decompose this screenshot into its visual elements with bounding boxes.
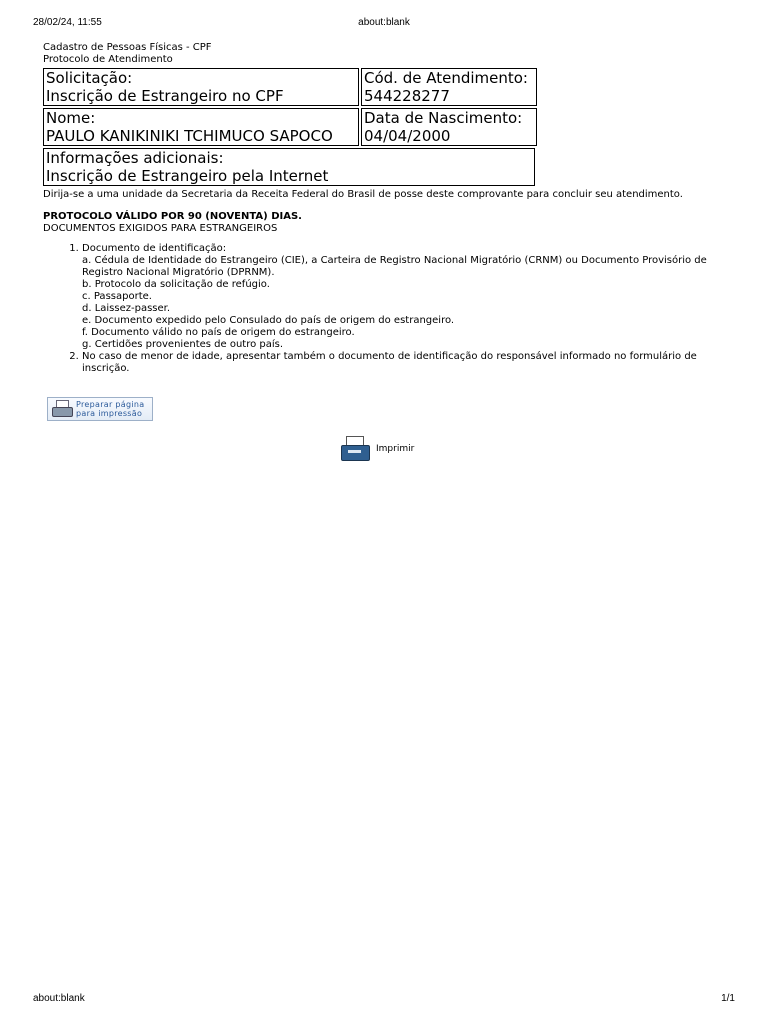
docs-sub-e: e. Documento expedido pelo Consulado do país de origem do estrangeiro. [82,315,455,326]
prepare-print-label [76,400,144,418]
nome-value: PAULO KANIKINIKI TCHIMUCO SAPOCO [46,127,333,145]
data-nascimento-label: Data de Nascimento: [364,109,523,127]
heading-line1: Cadastro de Pessoas Físicas - CPF [43,42,212,53]
docs-sub-c: c. Passaporte. [82,291,152,302]
info-adicionais-label: Informações adicionais: [46,149,224,167]
validity-text: PROTOCOLO VÁLIDO POR 90 (NOVENTA) DIAS. [43,211,302,222]
cod-atendimento-box [361,68,537,106]
print-title: about:blank [358,17,410,28]
docs-sub-g: g. Certidões provenientes de outro país. [82,339,284,350]
prepare-print-button[interactable] [47,397,153,421]
data-nascimento-box [361,108,537,146]
cod-atendimento-value: 544228277 [364,87,450,105]
print-page-number: 1/1 [721,993,735,1004]
protocol-content [43,42,733,375]
info-boxes [41,66,539,188]
print-header [33,17,735,31]
instruction-text: Dirija-se a uma unidade da Secretaria da Receita Federal do Brasil de posse deste comprovante para concluir seu atendimento. [43,189,683,200]
nome-label: Nome: [46,109,96,127]
solicitacao-label: Solicitação: [46,69,133,87]
print-footer [33,993,735,1007]
list-item [82,351,733,375]
docs-item1: 1. Documento de identificação: [82,243,227,254]
docs-sub-b: b. Protocolo da solicitação de refúgio. [82,279,270,290]
print-button[interactable] [340,435,414,463]
docs-sub-a: a. Cédula de Identidade do Estrangeiro (CIE), a Carteira de Registro Nacional Migratório (CRNM) ou Documento Provisório de Registro Nacional Migratório (DPRNM). [82,255,707,278]
nome-box [43,108,359,146]
heading-line2: Protocolo de Atendimento [43,54,173,65]
docs-sub-f: f. Documento válido no país de origem do estrangeiro. [82,327,355,338]
prepare-print-label-line1: Preparar página [76,400,145,409]
prepare-print-label-line2: para impressão [76,409,143,418]
data-nascimento-value: 04/04/2000 [364,127,451,145]
docs-item2: 2. No caso de menor de idade, apresentar também o documento de identificação do responsável informado no formulário de inscrição. [82,351,697,374]
solicitacao-box [43,68,359,106]
docs-sub-d: d. Laissez-passer. [82,303,171,314]
printer-icon [51,400,73,418]
info-adicionais-value: Inscrição de Estrangeiro pela Internet [46,167,329,185]
docs-title: DOCUMENTOS EXIGIDOS PARA ESTRANGEIROS [43,223,278,234]
cod-atendimento-label: Cód. de Atendimento: [364,69,528,87]
print-datetime: 28/02/24, 11:55 [33,17,102,28]
print-label: Imprimir [376,444,415,454]
list-item [82,243,733,351]
solicitacao-value: Inscrição de Estrangeiro no CPF [46,87,284,105]
printer-icon [340,436,370,462]
print-footer-url: about:blank [33,993,85,1004]
info-adicionais-box [43,148,535,186]
docs-list [43,243,733,375]
